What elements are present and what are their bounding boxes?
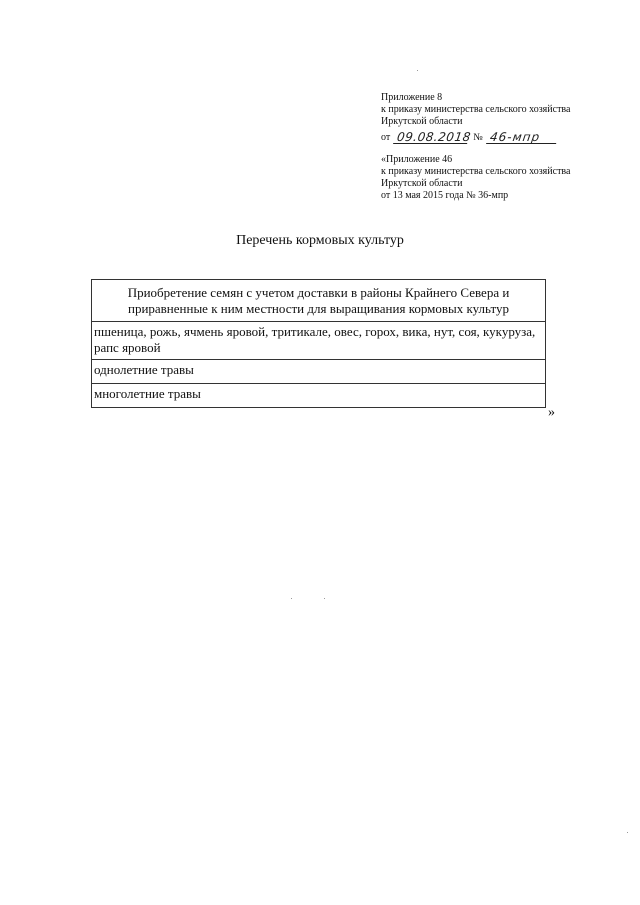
prior-region-line: Иркутской области (381, 178, 463, 189)
prior-date-line: от 13 мая 2015 года № 36-мпр (381, 190, 509, 201)
table-header-cell: Приобретение семян с учетом доставки в районы Крайнего Севера и приравненные к ним местности для выращивания кормовых культур (92, 280, 546, 322)
date-prefix: от (381, 132, 391, 143)
handwritten-number: 46-мпр (486, 131, 558, 144)
table-cell: однолетние травы (92, 360, 546, 384)
table-row (92, 360, 546, 384)
scan-speck (291, 598, 292, 599)
order-line: к приказу министерства сельского хозяйства (381, 104, 571, 115)
closing-quote: » (548, 405, 555, 420)
number-sign: № (473, 132, 483, 143)
scan-speck (627, 832, 628, 833)
table-cell: пшеница, рожь, ячмень яровой, тритикале, овес, горох, вика, нут, соя, кукуруза, рапс яровой (92, 322, 546, 360)
prior-order-line: к приказу министерства сельского хозяйства (381, 166, 571, 177)
document-title: Перечень кормовых культур (236, 233, 404, 248)
header-block (381, 92, 621, 202)
scan-speck (417, 70, 418, 71)
table-row (92, 384, 546, 408)
appendix-label: Приложение 8 (381, 92, 443, 103)
header-spacer (381, 144, 621, 154)
crops-table (91, 279, 546, 408)
scan-speck (324, 598, 325, 599)
table-header-row (92, 280, 546, 322)
prior-appendix-label: «Приложение 46 (381, 154, 453, 165)
date-number-line (381, 128, 621, 144)
region-line: Иркутской области (381, 116, 463, 127)
table-cell: многолетние травы (92, 384, 546, 408)
handwritten-date: 09.08.2018 (393, 131, 469, 144)
table-row (92, 322, 546, 360)
